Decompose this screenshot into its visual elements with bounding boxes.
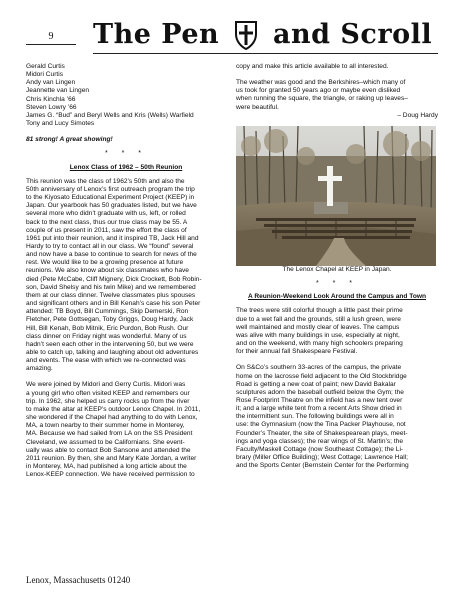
article-heading-reunion: Lenox Class of 1962 – 50th Reunion [69, 163, 183, 171]
text-line: We were joined by Midori and Gerry Curtis. Midori was [26, 381, 186, 389]
title-left: The Pen [93, 19, 220, 50]
section-divider: * * * [104, 150, 148, 158]
text-line: On S&Co’s southern 33-acres of the campus, the private [236, 364, 402, 372]
text-line: Lenox-KEEP connection. We have received permission to [26, 471, 195, 479]
text-line: the intermittent sun. The following buildings were all in [236, 413, 394, 421]
newsletter-title [93, 18, 433, 54]
right-column [236, 63, 438, 470]
text-line: hadn’t seen each other in the intervening 50, but we were [26, 340, 194, 348]
text-line: 50th anniversary of Lenox’s first outreach program the trip [26, 185, 195, 193]
text-line: The trees were still colorful though a little past their prime [236, 307, 403, 315]
text-line: Road is getting a new coat of paint; new David Bakalar [236, 380, 396, 388]
text-line: and events. The ease with which we re-connected was [26, 357, 186, 365]
text-line: MA, a town nearby to their summer home in Monterey, [26, 422, 185, 430]
text-line: trip. In 1962, she helped us carry rocks up from the river [26, 397, 190, 405]
text-line: in Monterey, MA, had published a long article about the [26, 463, 187, 471]
text-line: and now have a base to continue to search for news of the [26, 251, 197, 259]
text-line: This reunion was the class of 1962’s 50th and also the [26, 177, 185, 185]
text-line: brary (Miller Office Building); West Cottage; Lawrence Hall; [236, 454, 408, 462]
text-line: it; and a large white tent from a recent Arts Show dried in [236, 405, 402, 413]
page-number: 9 [48, 31, 54, 42]
attendee-list [26, 63, 226, 128]
text-line: us took for granted 50 years ago or maybe even disliked [236, 87, 401, 95]
text-line: use: the Gymnasium (now the Tina Packer Playhouse, not [236, 421, 406, 429]
text-line: son, David Shelsy and his twin Mike) and we remembered [26, 283, 196, 291]
text-line: amazing. [26, 365, 53, 373]
text-line: couple of us present in 2011, saw the effort the class of [26, 226, 187, 234]
attendee-name: James G. “Bud” and Beryl Wells and Kris (Wells) Warfield [26, 111, 194, 119]
masthead-rule [93, 53, 438, 54]
crest-icon [233, 20, 259, 50]
title-right: and Scroll [273, 19, 433, 50]
text-line: Japan. Our yearbook has 50 graduates listed, but we have [26, 202, 197, 210]
text-line: able to catch up, talking and laughing about old adventures [26, 349, 199, 356]
footer-location: Lenox, Massachusetts 01240 [26, 575, 131, 585]
text-line: was alive with many buildings in use, especially at night, [236, 331, 400, 339]
text-line: Faculty/Maskell Cottage (now Southeast Cottage); the Li- [236, 445, 404, 453]
attendee-name: Jeannette van Lingen [26, 87, 90, 95]
reunion-paragraph-1 [26, 178, 226, 374]
attendee-name: Midori Curtis [26, 71, 64, 79]
text-line: copy and make this article available to all interested. [236, 63, 389, 70]
attendee-name: Gerald Curtis [26, 63, 65, 70]
article-heading-campus: A Reunion-Weekend Look Around the Campus and Town [247, 293, 427, 301]
campus-paragraph-1 [236, 307, 438, 356]
text-line: died (Pete McCabe, Cliff Mignery, Dick Crockett, Bob Robin- [26, 275, 202, 283]
attendee-name: Andy van Lingen [26, 79, 76, 87]
text-line: Cleveland, we assumed to be Californians. She event- [26, 438, 185, 446]
text-line: well maintained and mostly clear of leaves. The campus [236, 323, 400, 331]
chapel-photo-image [236, 126, 436, 266]
attendance-highlight: 81 strong! A great showing! [26, 136, 113, 144]
text-line: Hill, Bill Kenah, Bob Mitnik, Eric Purdon, Bob Rush. Our [26, 324, 189, 332]
text-line: home on the lacrosse field adjacent to the Old Stockbridge [236, 372, 407, 380]
text-line: attended: TB Boyd, Bill Cummings, Skip Demerski, Ron [26, 308, 189, 316]
text-line: them at our class dinner. Twelve classmates plus spouses [26, 291, 196, 299]
text-line: Founder’s Theater, the site of Shakespearean plays, meet- [236, 429, 408, 437]
attendee-name: Steven Lowry ’66 [26, 103, 77, 111]
section-divider: * * * [315, 280, 359, 288]
text-line: Rose Footprint Theatre on the infield has a new tent over [236, 396, 403, 404]
masthead [0, 0, 463, 58]
text-line: and the Sports Center (Bernstein Center for the Performing [236, 462, 409, 470]
chapel-photo [236, 126, 438, 266]
text-line: when running the square, the triangle, or raking up leaves– [236, 95, 408, 103]
text-line: several more who didn’t graduate with us, left, or rolled [26, 210, 186, 218]
text-line: back to the next class, thus our true class may be 55. A [26, 218, 188, 226]
campus-paragraph-2 [236, 364, 438, 470]
text-line: to make the altar at KEEP’s outdoor Lenox Chapel. In 2011, [26, 405, 201, 413]
text-line: and significant others and in Bill Kenah’s case his son Peter [26, 300, 201, 308]
text-line: rest. We would like to be a growing presence at future [26, 259, 184, 267]
text-line: Hardy to try to contact all in our class. We “found” several [26, 242, 194, 250]
text-line: and on the weekend, with many high schoolers preparing [236, 340, 403, 348]
text-line: for their annual fall Shakespeare Festival. [236, 348, 358, 356]
text-line: were beautiful. [236, 103, 279, 111]
attendee-name: Chris Kinchla ’66 [26, 95, 76, 103]
text-line: due to a wet fall and the grounds, still a lush green, were [236, 315, 401, 323]
text-line: MA. Because we had sailed from LA on the SS President [26, 430, 193, 438]
weather-paragraph [236, 79, 438, 112]
text-line: 1961 put into their reunion, and it inspired TB, Jack Hill and [26, 234, 199, 242]
author-signature: – Doug Hardy [397, 111, 438, 119]
text-line: reunions. We also know about six classmates who have [26, 267, 189, 275]
text-line: to the Kiyosato Educational Experiment Project (KEEP) in [26, 194, 195, 202]
text-line: sculptures adorn the baseball outfield below the Gym; the [236, 388, 404, 396]
text-line: she wondered if the Chapel had anything to do with Lenox, [26, 414, 198, 422]
left-column [26, 63, 226, 479]
text-line: Fletcher, Pete Gottsegan, Toby Griggs, Doug Hardy, Jack [26, 316, 194, 324]
text-line: The weather was good and the Berkshires–which many of [236, 79, 406, 87]
text-line: a young girl who often visited KEEP and remembers our [26, 389, 190, 397]
text-line: 2011 reunion. By then, she and Mary Kate Jordan, a writer [26, 454, 197, 462]
text-line: class dinner on Friday night was wonderful. Many of us [26, 332, 187, 340]
photo-caption: The Lenox Chapel at KEEP in Japan. [282, 265, 392, 273]
reunion-paragraph-2 [26, 381, 226, 479]
text-line: ually was able to contact Bob Sansone and attended the [26, 446, 191, 454]
attendee-name: Tony and Lucy Simotes [26, 120, 95, 128]
text-line: ings and yoga classes); the rear wings of St. Martin’s; the [236, 437, 404, 445]
page-number-rule [26, 44, 76, 45]
